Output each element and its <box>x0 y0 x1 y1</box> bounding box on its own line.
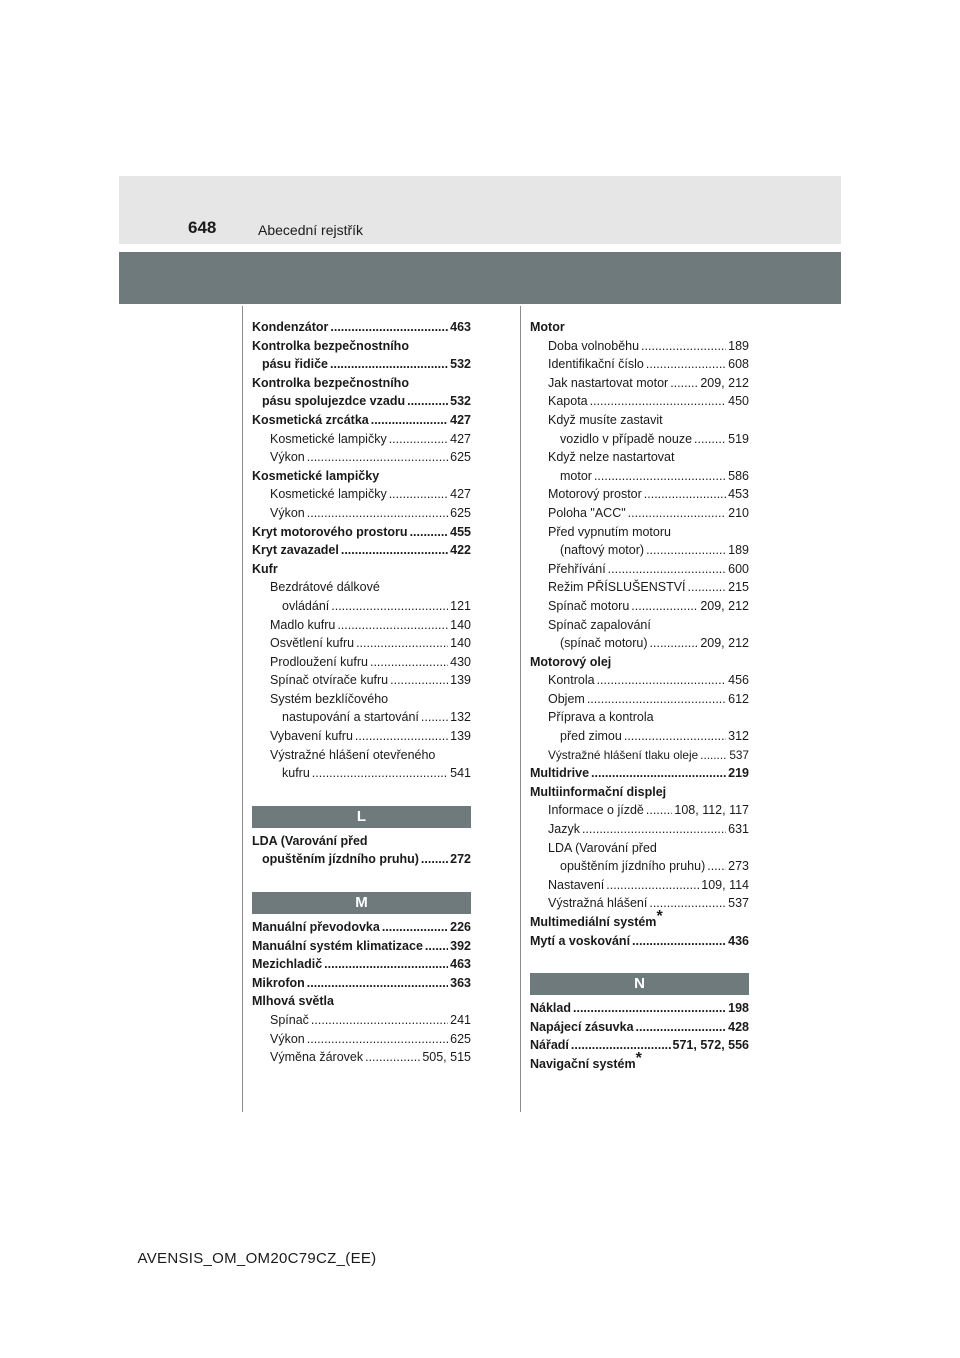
page-number: 648 <box>188 218 217 237</box>
index-subentry: vozidlo v případě nouze ..... 519 <box>530 430 749 449</box>
index-subentry: (spínač motoru) ..... 209, 212 <box>530 634 749 653</box>
index-subentry: Vybavení kufru ..... 139 <box>252 727 471 746</box>
index-subentry: Když nelze nastartovat <box>548 450 675 465</box>
index-subentry: Systém bezklíčového <box>270 691 389 706</box>
index-entry: Kryt zavazadel ..... 422 <box>252 541 471 560</box>
header-dark-band <box>119 252 841 304</box>
index-entry: Multidrive ..... 219 <box>530 764 749 783</box>
index-subentry: Příprava a kontrola <box>548 710 654 725</box>
index-subentry: Kosmetické lampičky ..... 427 <box>252 430 471 449</box>
index-entry: Motor <box>530 320 565 334</box>
letter-divider-l: L <box>252 806 471 828</box>
footnote-asterisk: * <box>635 1049 642 1067</box>
index-subentry: ovládání ..... 121 <box>252 597 471 616</box>
index-subentry: nastupování a startování ..... 132 <box>252 708 471 727</box>
index-entry: Mlhová světla <box>252 994 334 1009</box>
index-subentry: Osvětlení kufru ..... 140 <box>252 634 471 653</box>
index-subentry: Prodloužení kufru ..... 430 <box>252 653 471 672</box>
header-band <box>119 176 841 244</box>
index-entry: Náklad ..... 198 <box>530 999 749 1018</box>
index-subentry: motor ..... 586 <box>530 467 749 486</box>
index-entry: LDA (Varování před <box>252 833 368 848</box>
index-subentry: Výkon ..... 625 <box>252 1030 471 1049</box>
index-subentry: Objem ..... 612 <box>530 690 749 709</box>
index-entry: Kosmetická zrcátka ..... 427 <box>252 411 471 430</box>
section-title: Abecední rejstřík <box>258 222 364 238</box>
index-entry: pásu spolujezdce vzadu ..... 532 <box>252 392 471 411</box>
index-subentry: Kosmetické lampičky ..... 427 <box>252 485 471 504</box>
index-entry: Multimediální systém * <box>530 908 663 929</box>
index-entry: Manuální systém klimatizace ..... 392 <box>252 937 471 956</box>
index-entry: Kontrolka bezpečnostního <box>252 375 409 390</box>
right-index-column <box>530 318 749 1074</box>
index-entry: Mezichladič ..... 463 <box>252 955 471 974</box>
index-subentry: Kontrola ..... 456 <box>530 671 749 690</box>
index-subentry: Spínač motoru ..... 209, 212 <box>530 597 749 616</box>
index-entry: pásu řidiče ..... 532 <box>252 355 471 374</box>
index-subentry: opuštěním jízdního pruhu) ..... 273 <box>530 857 749 876</box>
index-entry: Motorový olej <box>530 654 612 669</box>
index-entry: Mytí a voskování ..... 436 <box>530 932 749 951</box>
index-entry: Nářadí ..... 571, 572, 556 <box>530 1036 749 1055</box>
index-subentry: Spínač ..... 241 <box>252 1011 471 1030</box>
letter-divider-n: N <box>530 973 749 995</box>
index-subentry: Madlo kufru ..... 140 <box>252 616 471 635</box>
index-entry: Multiinformační displej <box>530 784 667 799</box>
left-index-column <box>252 318 471 1067</box>
index-subentry: kufru ..... 541 <box>252 764 471 783</box>
index-subentry: Identifikační číslo ..... 608 <box>530 355 749 374</box>
index-entry: Manuální převodovka ..... 226 <box>252 918 471 937</box>
index-subentry: (naftový motor) ..... 189 <box>530 541 749 560</box>
index-subentry: Jazyk ..... 631 <box>530 820 749 839</box>
index-subentry: LDA (Varování před <box>548 840 657 855</box>
index-entry: opuštěním jízdního pruhu) ..... 272 <box>252 850 471 869</box>
index-entry: Kosmetické lampičky <box>252 468 380 483</box>
index-entry: Kondenzátor ..... 463 <box>252 318 471 337</box>
index-subentry: Motorový prostor ..... 453 <box>530 485 749 504</box>
index-entry: Mikrofon ..... 363 <box>252 974 471 993</box>
left-column-rule <box>242 306 243 1112</box>
right-column-rule <box>520 306 521 1112</box>
index-subentry: Před vypnutím motoru <box>548 524 671 539</box>
index-entry: Kufr <box>252 561 278 576</box>
index-subentry: Spínač otvírače kufru ..... 139 <box>252 671 471 690</box>
index-subentry: Doba volnoběhu ..... 189 <box>530 337 749 356</box>
index-subentry: Výměna žárovek ..... 505, 515 <box>252 1048 471 1067</box>
index-entry: Napájecí zásuvka ..... 428 <box>530 1018 749 1037</box>
index-subentry: Informace o jízdě ..... 108, 112, 117 <box>530 801 749 820</box>
index-subentry: Výkon ..... 625 <box>252 448 471 467</box>
footnote-asterisk: * <box>656 908 663 925</box>
index-subentry: Výstražné hlášení otevřeného <box>270 747 436 762</box>
index-subentry: Jak nastartovat motor ..... 209, 212 <box>530 374 749 393</box>
index-subentry: Výstražné hlášení tlaku oleje ..... 537 <box>530 746 749 765</box>
letter-divider-m: M <box>252 892 471 914</box>
index-subentry: Přehřívání ..... 600 <box>530 560 749 579</box>
index-subentry: Poloha "ACC" ..... 210 <box>530 504 749 523</box>
index-subentry: Výstražná hlášení ..... 537 <box>530 894 749 913</box>
index-subentry: Kapota ..... 450 <box>530 392 749 411</box>
index-entry: Navigační systém * <box>530 1049 642 1071</box>
index-subentry: Výkon ..... 625 <box>252 504 471 523</box>
index-subentry: Nastavení ..... 109, 114 <box>530 876 749 895</box>
index-entry: Kontrolka bezpečnostního <box>252 338 409 353</box>
footer-document-code: AVENSIS_OM_OM20C79CZ_(EE) <box>137 1250 377 1267</box>
index-subentry: Režim PŘÍSLUŠENSTVÍ ..... 215 <box>530 578 749 597</box>
index-subentry: před zimou ..... 312 <box>530 727 749 746</box>
index-subentry: Spínač zapalování <box>548 617 651 632</box>
index-subentry: Bezdrátové dálkové <box>270 580 380 595</box>
index-entry: Kryt motorového prostoru ..... 455 <box>252 523 471 542</box>
index-subentry: Když musíte zastavit <box>548 412 663 427</box>
